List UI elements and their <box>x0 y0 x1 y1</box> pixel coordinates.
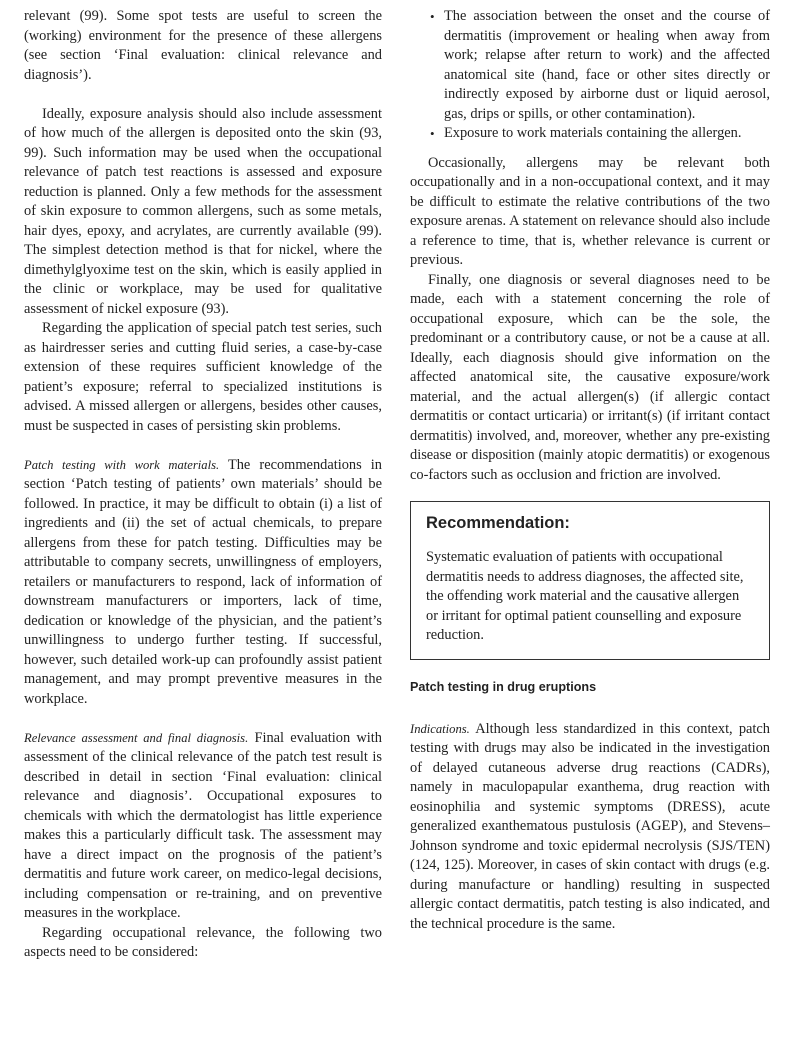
list-item <box>410 7 770 124</box>
paragraph-work-materials-text: The recommendations in section ‘Patch testing of patients’ own materials’ should be followed. In practice, it may be difficult to obtain (i) a list of ingredients and (ii) the set of actual chemicals, to prepare allergens from these for patch testing. Difficulties may be attributable to company secrets, unwillingness of employers, retailers or manufacturers to respond, lack of information of downstream manufacturers or importers, lack of time, dedication or knowledge of the physician, and the patient’s unwillingness to undergo further testing. If successful, however, such detailed work-up can profoundly assist patient management, and may prompt preventive measures in the workplace. <box>24 456 382 707</box>
section-heading-drug-eruptions: Patch testing in drug eruptions <box>410 679 597 694</box>
bullet-icon: • <box>430 126 435 141</box>
list-item-text: Exposure to work materials containing the allergen. <box>444 125 742 141</box>
list-item-text: The association between the onset and the course of dermatitis (improvement or healing when away from work; relapse after return to work) and the affected anatomical site (hand, face or other sites directly or indirectly exposed by airborne dust or liquid aerosol, gas, drips or spills, or other contamination). <box>444 8 770 122</box>
list-item <box>410 124 770 144</box>
paragraph-occupational-relevance: Regarding occupational relevance, the following two aspects need to be considered: <box>24 924 382 960</box>
paragraph-indications <box>410 720 770 935</box>
bullet-icon: • <box>430 9 435 24</box>
runin-heading-indications: Indications. <box>410 721 470 736</box>
right-column <box>410 7 770 934</box>
left-column <box>24 7 382 963</box>
runin-heading-relevance: Relevance assessment and final diagnosis. <box>24 730 249 745</box>
aspects-list <box>410 7 770 144</box>
paragraph-final-diagnosis: Finally, one diagnosis or several diagnoses need to be made, each with a statement concerning the role of occupational exposure, which can be the sole, the predominant or a contributory cause, or not be a cause at all. Ideally, each diagnosis should give information on the affected anatomical site, the causative exposure/work material, and the actual allergen(s) (if allergic contact dermatitis or contact urticaria) or irritant(s) (if irritant contact dermatitis) involved, and, moreover, whether any pre-existing disease or disposition (mainly atopic dermatitis) or exogenous co-factors such as occlusion and friction are involved. <box>410 271 770 483</box>
paragraph-exposure-analysis: Ideally, exposure analysis should also include assessment of how much of the allergen is deposited onto the skin (93, 99). Such information may be used when the occupational relevance of patch test reactions is assessed and exposure reduction is planned. Only a few methods for the assessment of skin exposure to common allergens, such as some metals, hair dyes, epoxy, and acrylates, are currently available (99). The simplest detection method is that for nickel, where the dimethylglyoxime test on the skin, which is easily applied in the clinic or workplace, may be used for qualitative assessment of nickel exposure (93). <box>24 105 382 317</box>
paragraph-special-series: Regarding the application of special patch test series, such as hairdresser series and cutting fluid series, a case-by-case extension of these requires sufficient knowledge of the patient’s exposure; referral to specialized institutions is advised. A missed allergen or allergens, besides other causes, must be suspected in cases of persisting skin problems. <box>24 320 382 434</box>
paragraph-dual-relevance: Occasionally, allergens may be relevant both occupationally and in a non-occupational context, and it may be difficult to estimate the relative contributions of the two exposure arenas. A statement on relevance should also include a reference to time, that is, whether relevance is current or previous. <box>410 154 770 268</box>
paragraph-relevance-assessment <box>24 729 382 924</box>
recommendation-box <box>410 501 770 660</box>
paragraph-exposure-spot-tests: relevant (99). Some spot tests are useful to screen the (working) environment for the presence of these allergens (see section ‘Final evaluation: clinical relevance and diagnosis’). <box>24 8 382 83</box>
paragraph-work-materials <box>24 456 382 710</box>
paragraph-indications-text: Although less standardized in this context, patch testing with drugs may also be indicated in the investigation of delayed cutaneous adverse drug reactions (CADRs), namely in maculopapular exanthema, drug reaction with eosinophilia and systemic symptoms (DRESS), acute generalized exanthematous pustulosis (AGEP), and Stevens–Johnson syndrome and toxic epidermal necrolysis (SJS/TEN) (124, 125). Moreover, in cases of skin contact with drugs (e.g. during manufacture or handling) resulting in suspected allergic contact dermatitis, patch testing is also indicated, and the technical procedure is the same. <box>410 720 770 932</box>
recommendation-heading: Recommendation: <box>426 514 570 532</box>
recommendation-body: Systematic evaluation of patients with occupational dermatitis needs to address diagnoses, the affected site, the offending work material and the causative allergen or irritant for optimal patient counselling and exposure reduction. <box>426 549 744 643</box>
paragraph-relevance-text: Final evaluation with assessment of the clinical relevance of the patch test result is described in detail in section ‘Final evaluation: clinical relevance and diagnosis’. Occupational exposures to chemicals with which the dermatologist has little experience makes this a particularly difficult task. The assessment may have a direct impact on the prognosis of the patient’s dermatitis and future work career, on medico-legal decisions, including compensation or re-training, and on preventive measures in the workplace. <box>24 729 382 921</box>
runin-heading-work-materials: Patch testing with work materials. <box>24 457 220 472</box>
